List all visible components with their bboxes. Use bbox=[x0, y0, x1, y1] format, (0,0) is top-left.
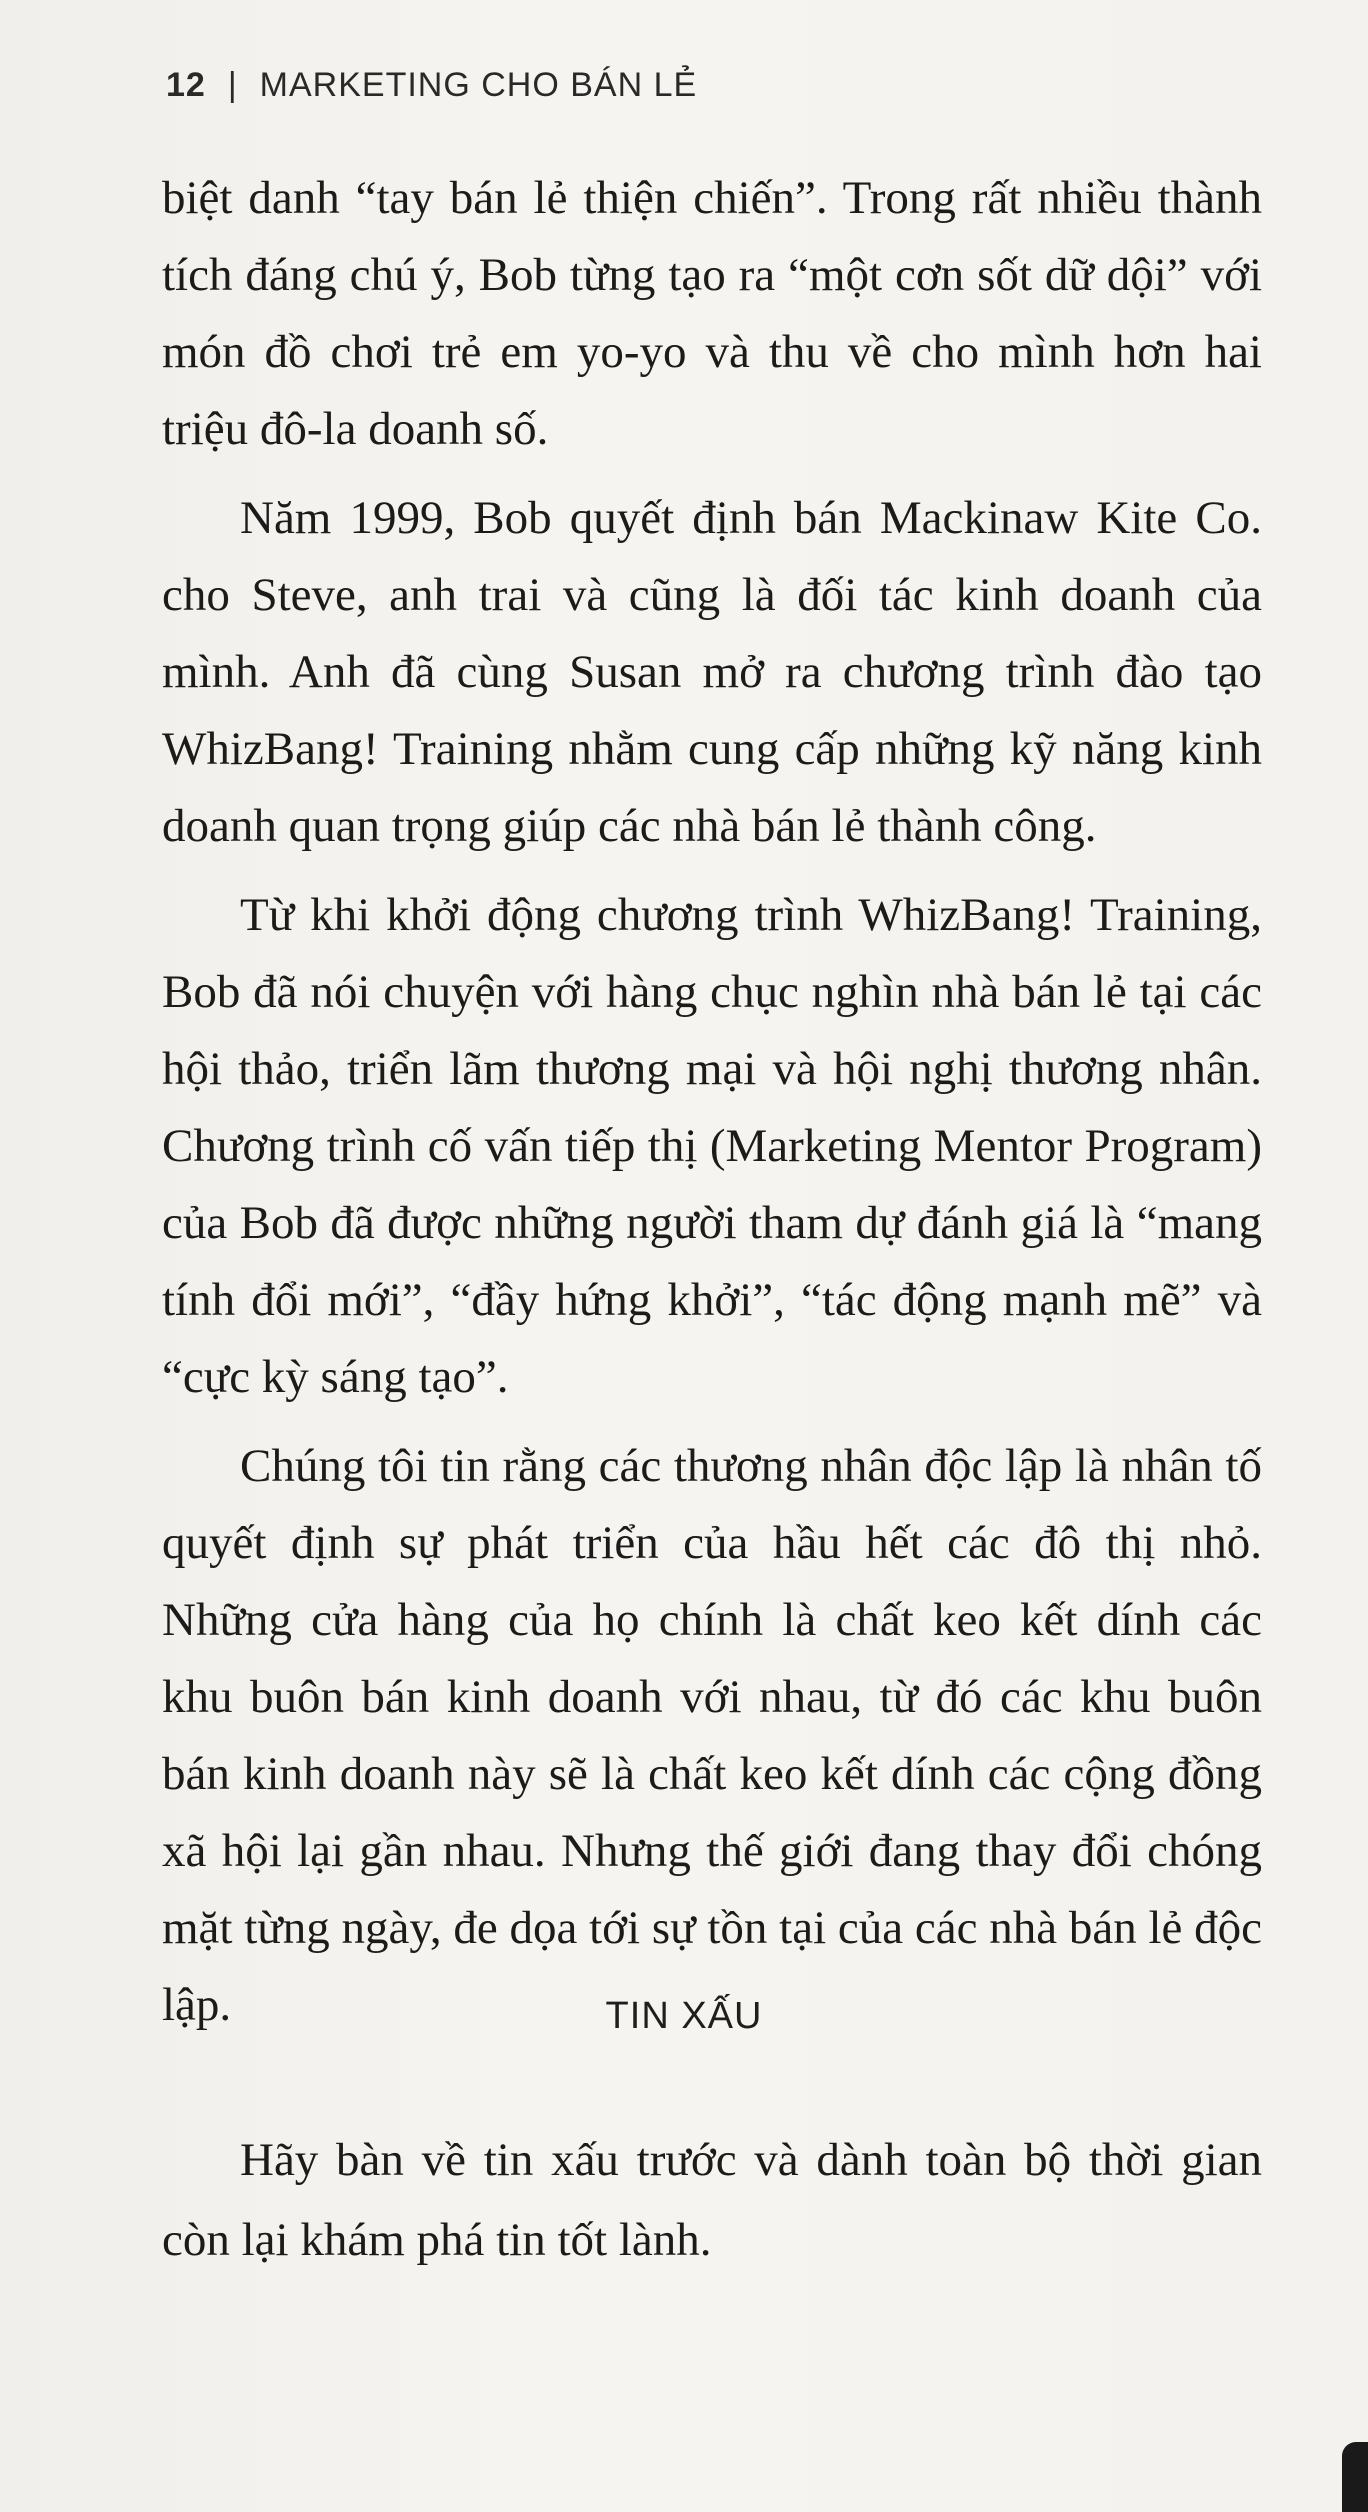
page-edge-shadow bbox=[1342, 2442, 1368, 2512]
section-heading: TIN XẤU bbox=[605, 1995, 763, 2037]
paragraph: Từ khi khởi động chương trình WhizBang! Training, Bob đã nói chuyện với hàng chục nghìn nhà bán lẻ tại các hội thảo, triển lãm thương mại và hội nghị thương nhân. Chương trình cố vấn tiếp thị (Marketing Mentor Program) của Bob đã được những người tham dự đánh giá là “mang tính đổi mới”, “đầy hứng khởi”, “tác động mạnh mẽ” và “cực kỳ sáng tạo”. bbox=[162, 889, 1262, 1403]
body-text bbox=[162, 160, 1262, 2056]
header-separator: | bbox=[227, 66, 238, 104]
running-header bbox=[166, 66, 697, 105]
paragraph: Năm 1999, Bob quyết định bán Mackinaw Kite Co. cho Steve, anh trai và cũng là đối tác kinh doanh của mình. Anh đã cùng Susan mở ra chương trình đào tạo WhizBang! Training nhằm cung cấp những kỹ năng kinh doanh quan trọng giúp các nhà bán lẻ thành công. bbox=[162, 492, 1262, 852]
paragraph-continued: biệt danh “tay bán lẻ thiện chiến”. Trong rất nhiều thành tích đáng chú ý, Bob từng tạo ra “một cơn sốt dữ dội” với món đồ chơi trẻ em yo-yo và thu về cho mình hơn hai triệu đô-la doanh số. bbox=[162, 172, 1262, 455]
section-body bbox=[162, 2120, 1262, 2280]
paragraph: Hãy bàn về tin xấu trước và dành toàn bộ thời gian còn lại khám phá tin tốt lành. bbox=[162, 2134, 1262, 2266]
paragraph: Chúng tôi tin rằng các thương nhân độc lập là nhân tố quyết định sự phát triển của hầu hết các đô thị nhỏ. Những cửa hàng của họ chính là chất keo kết dính các khu buôn bán kinh doanh với nhau, từ đó các khu buôn bán kinh doanh này sẽ là chất keo kết dính các cộng đồng xã hội lại gần nhau. Nhưng thế giới đang thay đổi chóng mặt từng ngày, đe dọa tới sự tồn tại của các nhà bán lẻ độc lập. bbox=[162, 1440, 1262, 2031]
page-number: 12 bbox=[166, 66, 206, 104]
book-title: MARKETING CHO BÁN LẺ bbox=[259, 66, 698, 104]
